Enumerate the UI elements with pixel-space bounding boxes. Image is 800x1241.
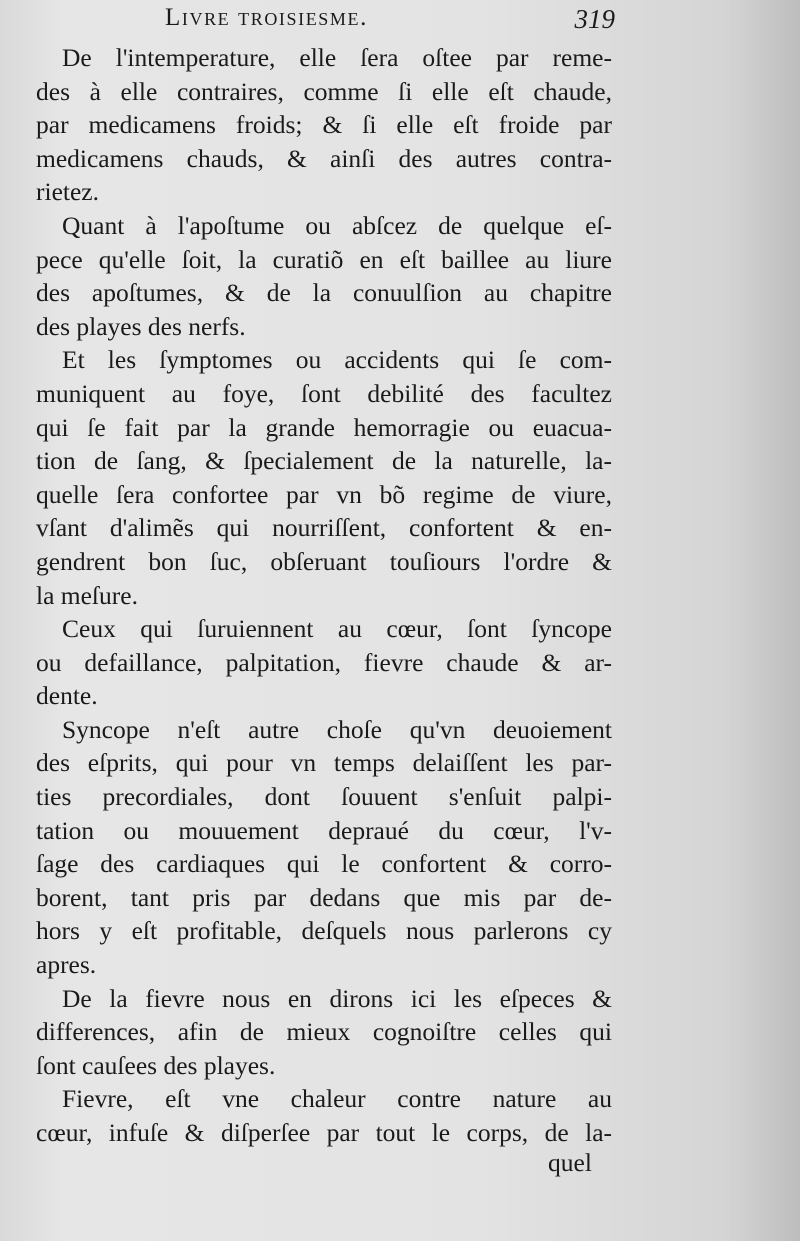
paragraph [36,713,612,982]
text-line: ſont cauſees des playes. [36,1050,276,1080]
text-line: rietez. [36,177,99,207]
text-line: tion de ſang, & ſpecialement de la naturelle, la- [36,446,612,476]
body-text [36,41,612,1150]
page-number: 319 [574,4,615,34]
paragraph [36,209,612,343]
text-line: par medicamens froids; & ſi elle eſt froide par [36,110,612,140]
page-header [165,4,615,38]
text-line: des à elle contraires, comme ſi elle eſt chaude, [36,76,612,106]
text-line: Syncope n'eſt autre choſe qu'vn deuoiement [62,714,612,744]
text-line: quelle ſera confortee par vn bõ regime de viure, [36,479,612,509]
text-line: gendrent bon ſuc, obſeruant touſiours l'ordre & [36,546,612,576]
running-head: Livre troisiesme. [165,4,368,31]
text-line: borent, tant pris par dedans que mis par de- [36,882,612,912]
text-line: Ceux qui ſuruiennent au cœur, ſont ſyncope [62,614,612,644]
text-line: qui ſe fait par la grande hemorragie ou euacua- [36,412,612,442]
text-line: differences, afin de mieux cognoiſtre celles qui [36,1017,612,1047]
page-edge-shadow [720,0,800,1241]
text-line: ſage des cardiaques qui le confortent & corro- [36,849,612,879]
text-line: pece qu'elle ſoit, la curatiõ en eſt baillee au liure [36,244,612,274]
text-line: des playes des nerfs. [36,311,246,341]
paragraph [36,612,612,713]
text-line: la meſure. [36,580,138,610]
text-line: dente. [36,681,98,711]
paragraph [36,982,612,1083]
text-line: Fievre, eſt vne chaleur contre nature au [62,1084,612,1114]
paragraph [36,343,612,612]
text-line: De l'intemperature, elle ſera oſtee par reme- [62,43,612,72]
text-line: muniquent au foye, ſont debilité des facultez [36,378,612,408]
paragraph [36,41,612,209]
catchword: quel [548,1148,592,1177]
text-line: tation ou mouuement depraué du cœur, l'v- [36,815,612,845]
text-line: ou defaillance, palpitation, fievre chaude & ar- [36,647,612,677]
text-line: des apoſtumes, & de la conuulſion au chapitre [36,278,612,308]
text-line: Quant à l'apoſtume ou abſcez de quelque eſ- [62,210,612,240]
paragraph [36,1082,612,1149]
text-line: De la fievre nous en dirons ici les eſpeces & [62,983,612,1013]
text-line: cœur, infuſe & diſperſee par tout le corps, de la- [36,1118,612,1147]
text-line: des eſprits, qui pour vn temps delaiſſent les par- [36,748,612,778]
text-line: medicamens chauds, & ainſi des autres contra- [36,143,612,173]
text-line: hors y eſt profitable, deſquels nous parlerons cy [36,916,612,946]
text-line: apres. [36,950,97,980]
text-line: ties precordiales, dont ſouuent s'enſuit palpi- [36,782,612,812]
text-line: vſant d'alimẽs qui nourriſſent, confortent & en- [36,513,612,543]
text-line: Et les ſymptomes ou accidents qui ſe com- [62,345,612,375]
